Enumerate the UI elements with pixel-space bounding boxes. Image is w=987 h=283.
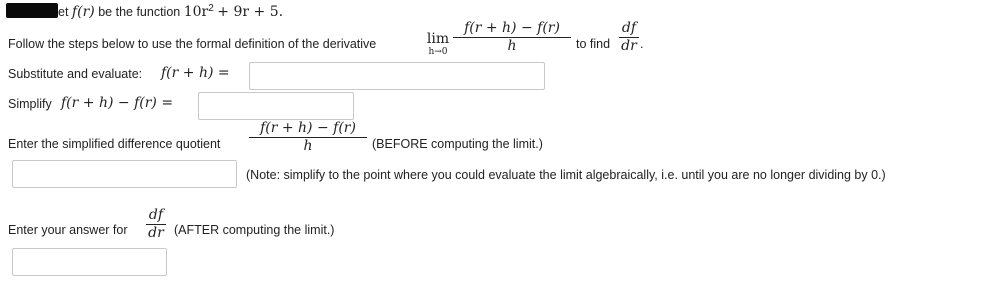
intro-func-coef: 10r (183, 4, 209, 21)
dr-denominator: dr (621, 38, 637, 54)
simplify-input[interactable] (198, 92, 354, 120)
answer-dr: dr (148, 225, 164, 241)
answer-df-dr-fraction (146, 207, 166, 241)
df-numerator: df (621, 20, 637, 36)
answer-input[interactable] (12, 248, 167, 276)
substitute-expression: f(r + h) = (161, 65, 230, 81)
to-find-text: to find (576, 37, 611, 51)
dq-denominator: h (507, 38, 517, 54)
intro-func-rest: + 9r + 5. (217, 4, 284, 21)
answer-df: df (148, 207, 164, 223)
simplify-label: Simplify (8, 97, 52, 111)
difference-quotient-fraction (453, 20, 571, 54)
answer-after-note: (AFTER computing the limit.) (174, 223, 335, 237)
lim-subscript: h→0 (428, 47, 448, 57)
quotient-input[interactable] (12, 160, 237, 188)
quotient-note: (Note: simplify to the point where you could evaluate the limit algebraically, i.e. until you are no longer dividing by 0.) (246, 168, 886, 182)
steps-period: . (640, 37, 644, 51)
intro-f-of-r: f(r) (71, 4, 95, 21)
intro-lead: et (58, 5, 69, 20)
simplify-expression: f(r + h) − f(r) = (61, 95, 174, 111)
quotient-before-note: (BEFORE computing the limit.) (372, 137, 543, 151)
steps-text: Follow the steps below to use the formal definition of the derivative (8, 37, 377, 51)
lim-operator (425, 32, 451, 57)
redacted-block (6, 3, 58, 18)
intro-mid: be the function (98, 5, 181, 20)
quotient-fraction (249, 120, 367, 154)
quotient-numerator: f(r + h) − f(r) (260, 120, 356, 136)
dq-numerator: f(r + h) − f(r) (464, 20, 560, 36)
df-dr-fraction (619, 20, 639, 54)
substitute-input[interactable] (249, 62, 545, 90)
answer-label: Enter your answer for (8, 223, 128, 237)
substitute-label: Substitute and evaluate: (8, 67, 143, 81)
quotient-denominator: h (303, 138, 313, 154)
lim-word: lim (426, 31, 450, 47)
quotient-label: Enter the simplified difference quotient (8, 137, 221, 151)
intro-func-exp: 2 (208, 3, 214, 14)
intro-line (58, 3, 283, 20)
